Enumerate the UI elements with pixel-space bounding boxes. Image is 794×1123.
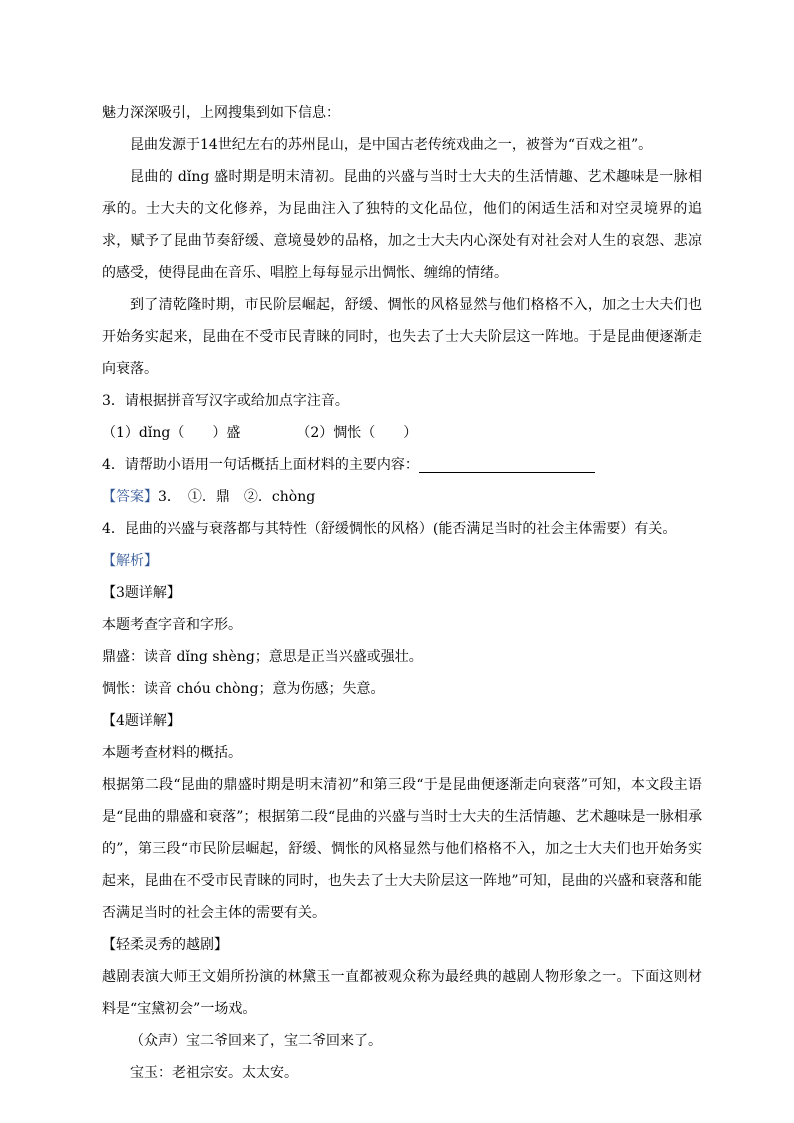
analysis-q3-heading: 【3题详解】 <box>102 585 181 601</box>
answer-4: 4．昆曲的兴盛与衰落都与其特性（舒缓惆怅的风格）(能否满足当时的社会主体需要）有关。 <box>102 521 677 537</box>
analysis-q4-paragraph: 根据第二段“昆曲的鼎盛时期是明末清初”和第三段“于是昆曲便逐渐走向衰落”可知，本文段主语是“昆曲的鼎盛和衰落”；根据第二段“昆曲的兴盛与当时士大夫的生活情趣、艺术趣味是一脉相承的”，第三段“市民阶层崛起，舒缓、惆怅的风格显然与他们格格不入，加之士大夫们也开始务实起来，昆曲在不受市民青睐的同时，也失去了士大夫阶层这一阵地”可知，昆曲的兴盛和衰落和能否满足当时的社会主体的需要有关。 <box>102 777 702 921</box>
document-page <box>102 97 702 1089</box>
answer-tag: 【答案】 <box>102 489 158 505</box>
analysis-q4-heading: 【4题详解】 <box>102 713 181 729</box>
question-4-text: 4．请帮助小语用一句话概括上面材料的主要内容： <box>102 457 419 473</box>
question-3-items <box>102 417 702 449</box>
intro-paragraph-3: 到了清乾隆时期，市民阶层崛起，舒缓、惆怅的风格显然与他们格格不入，加之士大夫们也开始务实起来，昆曲在不受市民青睐的同时，也失去了士大夫阶层这一阵地。于是昆曲便逐渐走向衰落。 <box>102 297 702 377</box>
answer-blank-line <box>419 458 595 473</box>
analysis-q3-line-3: 惆怅：读音 chóu chòng；意为伤感；失意。 <box>102 681 385 697</box>
answer-3: 3． ①．鼎 ②．chòng <box>158 489 316 505</box>
analysis-q3-line-2: 鼎盛：读音 dǐng shèng；意思是正当兴盛或强壮。 <box>102 649 423 665</box>
intro-paragraph-1: 昆曲发源于14世纪左右的苏州昆山，是中国古老传统戏曲之一，被誉为“百戏之祖”。 <box>130 137 653 153</box>
yueju-heading: 【轻柔灵秀的越剧】 <box>102 937 228 953</box>
yueju-dialogue-2: 宝玉：老祖宗安。太太安。 <box>130 1065 298 1081</box>
yueju-dialogue-1: （众声）宝二爷回来了，宝二爷回来了。 <box>130 1033 382 1049</box>
question-3-item-2: （2）惆怅（ ） <box>296 425 418 441</box>
intro-line: 魅力深深吸引，上网搜集到如下信息： <box>102 105 340 121</box>
question-4 <box>102 449 702 481</box>
intro-paragraph-2: 昆曲的 dǐng 盛时期是明末清初。昆曲的兴盛与当时士大夫的生活情趣、艺术趣味是一脉相承的。士大夫的文化修养，为昆曲注入了独特的文化品位，他们的闲适生活和对空灵境界的追求，赋予了昆曲节奏舒缓、意境曼妙的品格，加之士大夫内心深处有对社会对人生的哀怨、悲凉的感受，使得昆曲在音乐、唱腔上每每显示出惆怅、缠绵的情绪。 <box>102 169 702 281</box>
question-3-item-1: （1）dǐng（ ）盛 <box>102 425 241 441</box>
analysis-tag: 【解析】 <box>102 553 158 569</box>
question-3: 3．请根据拼音写汉字或给加点字注音。 <box>102 393 349 409</box>
analysis-q3-line-1: 本题考查字音和字形。 <box>102 617 242 633</box>
yueju-paragraph: 越剧表演大师王文娟所扮演的林黛玉一直都被观众称为最经典的越剧人物形象之一。下面这则材料是“宝黛初会”一场戏。 <box>102 969 702 1017</box>
answer-row-3 <box>102 481 702 513</box>
analysis-q4-line-1: 本题考查材料的概括。 <box>102 745 242 761</box>
